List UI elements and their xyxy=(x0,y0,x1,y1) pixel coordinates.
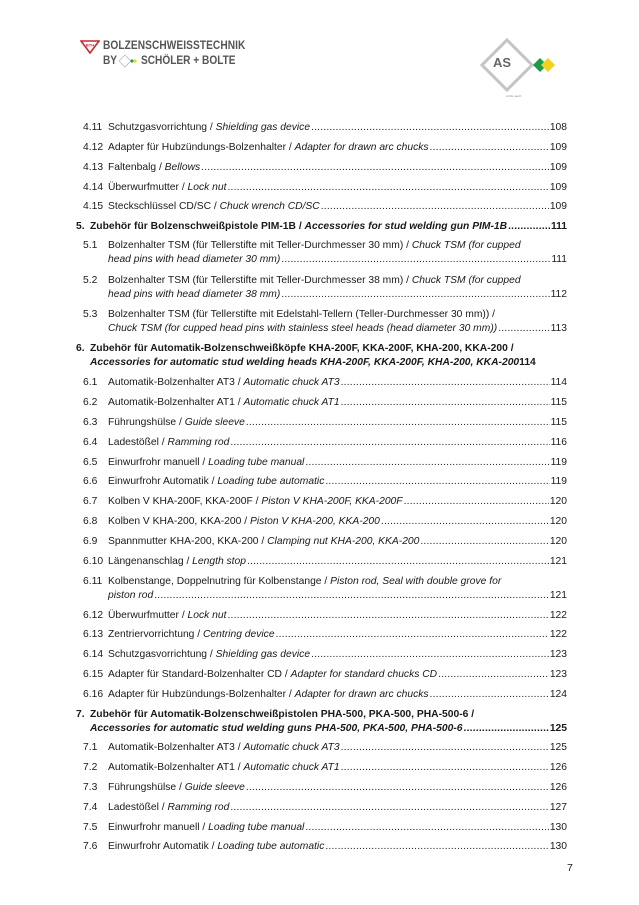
toc-page-number: 125 xyxy=(549,723,567,734)
toc-title-english: Automatic chuck AT1 xyxy=(243,762,340,773)
toc-page-number: 130 xyxy=(549,841,567,852)
toc-title-german: Bolzenhalter TSM (für Tellerstifte mit Teller-Durchmesser 38 mm) / xyxy=(108,275,412,286)
toc-title-german: Automatik-Bolzenhalter AT3 / xyxy=(108,742,244,753)
leader-dots xyxy=(420,536,548,548)
toc-title-english: Length stop xyxy=(192,556,246,567)
leader-dots xyxy=(227,610,548,622)
leader-dots xyxy=(341,742,549,754)
toc-entry-title xyxy=(108,162,200,174)
toc-entry-number: 7.2 xyxy=(83,762,98,773)
toc-entry-title xyxy=(108,275,521,287)
toc-entry-title xyxy=(108,240,521,252)
toc-page-number: 111 xyxy=(551,254,567,265)
toc-title-english: Chuck wrench CD/SC xyxy=(219,201,320,212)
toc-entry-title xyxy=(108,516,380,528)
toc-page-number: 120 xyxy=(549,536,567,547)
toc-entry-title xyxy=(108,397,340,409)
toc-title-german: Einwurfrohr manuell / xyxy=(108,822,209,833)
toc-page-number: 121 xyxy=(549,590,567,601)
leader-dots xyxy=(246,417,550,429)
leader-dots xyxy=(464,723,549,735)
toc-title-german: Bolzenhalter TSM (für Tellerstifte mit Edelstahl-Tellern (Teller-Durchmesser 30 mm)) / xyxy=(108,309,496,320)
toc-title-english: Guide sleeve xyxy=(184,417,245,428)
leader-dots xyxy=(430,689,549,701)
toc-title-german: Einwurfrohr manuell / xyxy=(108,457,209,468)
leader-dots xyxy=(311,122,549,134)
leader-dots xyxy=(438,669,549,681)
leader-dots xyxy=(246,782,549,794)
toc-page-number: 122 xyxy=(549,629,567,640)
toc-title-german: Steckschlüssel CD/SC / xyxy=(108,201,220,212)
toc-title-english: Loading tube automatic xyxy=(217,841,325,852)
leader-dots xyxy=(281,289,549,301)
toc-title-english: Bellows xyxy=(164,162,201,173)
toc-title-german: Überwurfmutter / xyxy=(108,610,188,621)
toc-entry-number: 5.3 xyxy=(83,309,98,320)
leader-dots xyxy=(381,516,549,528)
toc-title-continuation: Accessories for automatic stud welding heads KHA-200F, KKA-200F, KHA-200, KKA-200 xyxy=(90,357,520,368)
toc-entry-title xyxy=(108,142,429,154)
as-logo xyxy=(480,38,570,100)
toc-entry-title xyxy=(108,556,246,568)
toc-entry-number: 6.15 xyxy=(83,669,104,680)
toc-page-number: 114 xyxy=(550,377,567,388)
leader-dots xyxy=(276,629,549,641)
toc-entry-number: 6.6 xyxy=(83,476,98,487)
as-logo-text: AS xyxy=(493,55,512,70)
toc-page-number: 124 xyxy=(549,689,567,700)
leader-dots xyxy=(247,556,549,568)
toc-title-english: Guide sleeve xyxy=(184,782,245,793)
toc-title-english: Chuck TSM (for cupped xyxy=(411,275,521,286)
toc-title-german: Adapter für Hubzündungs-Bolzenhalter / xyxy=(108,142,295,153)
toc-title-german: Kolbenstange, Doppelnutring für Kolbenstange / xyxy=(108,576,331,587)
toc-title-german: Einwurfrohr Automatik / xyxy=(108,476,218,487)
toc-title-german: Zubehör für Automatik-Bolzenschweißpistolen PHA-500, PKA-500, PHA-500-6 / xyxy=(90,709,475,720)
toc-entry-number: 6.7 xyxy=(83,496,98,507)
toc-entry-title xyxy=(108,476,324,488)
toc-entry-title xyxy=(108,649,310,661)
leader-dots xyxy=(325,841,548,853)
toc-title-german: Adapter für Hubzündungs-Bolzenhalter / xyxy=(108,689,295,700)
toc-entry-title xyxy=(108,610,226,622)
toc-entry-number: 6.14 xyxy=(83,649,104,660)
toc-entry-title xyxy=(108,689,429,701)
toc-entry-title xyxy=(108,377,340,389)
toc-page-number: 109 xyxy=(549,142,567,153)
toc-title-german: Schutzgasvorrichtung / xyxy=(108,122,216,133)
toc-title-english: Adapter for standard chucks CD xyxy=(290,669,438,680)
brand-company: SCHÖLER + BOLTE xyxy=(140,55,236,67)
toc-entry-number: 6.12 xyxy=(83,610,104,621)
toc-page-number: 120 xyxy=(549,516,567,527)
toc-page-number: 127 xyxy=(549,802,567,813)
toc-entry-title xyxy=(108,309,495,321)
toc-page-number: 126 xyxy=(549,782,567,793)
toc-entry-title xyxy=(90,709,474,721)
toc-entry-number: 6.11 xyxy=(83,576,103,587)
toc-entry-number: 4.14 xyxy=(83,182,104,193)
toc-page-number: 123 xyxy=(549,649,567,660)
toc-page-number: 109 xyxy=(549,182,567,193)
toc-page-number: 108 xyxy=(549,122,567,133)
toc-page-number: 109 xyxy=(549,201,567,212)
toc-title-german: Automatik-Bolzenhalter AT1 / xyxy=(108,762,244,773)
toc-title-english: Ramming rod xyxy=(167,802,230,813)
toc-entry-number: 5. xyxy=(76,221,85,232)
toc-title-english: Lock nut xyxy=(187,182,227,193)
toc-title-english: Loading tube manual xyxy=(208,822,305,833)
toc-entry-title xyxy=(108,576,501,588)
toc-title-english: Piston V KHA-200F, KKA-200F xyxy=(261,496,403,507)
leader-dots xyxy=(341,762,549,774)
toc-title-english: Shielding gas device xyxy=(215,649,311,660)
toc-title-german: Automatik-Bolzenhalter AT1 / xyxy=(108,397,244,408)
svg-text:BTH: BTH xyxy=(85,42,95,48)
toc-entry-title xyxy=(108,496,403,508)
toc-title-continuation: head pins with head diameter 30 mm) xyxy=(108,254,281,265)
toc-entry-title xyxy=(108,742,340,754)
toc-page-number: 109 xyxy=(549,162,567,173)
toc-title-english: Lock nut xyxy=(187,610,227,621)
leader-dots xyxy=(230,437,549,449)
toc-entry-number: 7.3 xyxy=(83,782,98,793)
page-number: 7 xyxy=(567,862,573,874)
toc-entry-number: 6.16 xyxy=(83,689,104,700)
toc-entry-number: 6.1 xyxy=(83,377,98,388)
toc-page-number: 116 xyxy=(550,437,567,448)
toc-page-number: 119 xyxy=(550,457,567,468)
toc-title-continuation: Accessories for automatic stud welding guns PHA-500, PKA-500, PHA-500-6 xyxy=(90,723,463,734)
toc-title-german: Spannmutter KHA-200, KKA-200 / xyxy=(108,536,268,547)
toc-title-german: Einwurfrohr Automatik / xyxy=(108,841,218,852)
toc-entry-number: 7.5 xyxy=(83,822,98,833)
toc-page-number: 120 xyxy=(549,496,567,507)
toc-entry-title xyxy=(108,802,229,814)
toc-title-english: Piston rod, Seal with double grove for xyxy=(330,576,502,587)
leader-dots xyxy=(230,802,548,814)
toc-title-english: Piston V KHA-200, KKA-200 xyxy=(249,516,380,527)
toc-entry-number: 6.8 xyxy=(83,516,98,527)
toc-title-continuation: Chuck TSM (for cupped head pins with stainless steel heads (head diameter 30 mm)) xyxy=(108,323,498,334)
toc-entry-title xyxy=(108,782,245,794)
toc-entry-title xyxy=(108,182,226,194)
leader-dots xyxy=(325,476,549,488)
toc-entry-number: 6.4 xyxy=(83,437,98,448)
toc-title-german: Automatik-Bolzenhalter AT3 / xyxy=(108,377,244,388)
toc-title-german: Überwurfmutter / xyxy=(108,182,188,193)
leader-dots xyxy=(430,142,549,154)
toc-entry-number: 6.10 xyxy=(83,556,104,567)
toc-title-german: Ladestößel / xyxy=(108,802,168,813)
toc-title-german: Zubehör für Bolzenschweißpistole PIM-1B / xyxy=(90,221,305,232)
toc-title-continuation: piston rod xyxy=(108,590,154,601)
toc-title-english: Accessories for stud welding gun PIM-1B xyxy=(304,221,508,232)
toc-entry-title xyxy=(108,417,245,429)
toc-page-number: 113 xyxy=(550,323,567,334)
brand-line-1: BOLZENSCHWEISSTECHNIK xyxy=(103,40,246,52)
toc-title-german: Kolben V KHA-200, KKA-200 / xyxy=(108,516,250,527)
leader-dots xyxy=(321,201,549,213)
bth-triangle-icon xyxy=(80,40,100,54)
toc-entry-title xyxy=(108,536,419,548)
toc-title-german: Ladestößel / xyxy=(108,437,168,448)
leader-dots xyxy=(498,323,549,335)
toc-title-english: Adapter for drawn arc chucks xyxy=(294,689,429,700)
leader-dots xyxy=(281,254,550,266)
toc-page-number: 130 xyxy=(549,822,567,833)
toc-page-number: 126 xyxy=(549,762,567,773)
toc-title-english: Chuck TSM (for cupped xyxy=(411,240,521,251)
toc-entry-number: 6.13 xyxy=(83,629,104,640)
toc-entry-number: 7.6 xyxy=(83,841,98,852)
toc-page-number: 115 xyxy=(550,397,567,408)
leader-dots xyxy=(227,182,548,194)
leader-dots xyxy=(404,496,549,508)
toc-page-number: 111 xyxy=(550,221,567,232)
toc-title-german: Längenanschlag / xyxy=(108,556,193,567)
toc-entry-title xyxy=(108,437,229,449)
toc-page-number: 121 xyxy=(549,556,567,567)
leader-dots xyxy=(305,457,549,469)
toc-entry-number: 4.11 xyxy=(83,122,103,133)
toc-title-continuation: head pins with head diameter 38 mm) xyxy=(108,289,281,300)
toc-title-english: Automatic chuck AT3 xyxy=(243,377,340,388)
toc-title-german: Schutzgasvorrichtung / xyxy=(108,649,216,660)
toc-entry-number: 4.13 xyxy=(83,162,104,173)
toc-entry-title xyxy=(108,457,304,469)
toc-page-number: 123 xyxy=(549,669,567,680)
as-logo-tagline: schön.auch xyxy=(506,94,522,98)
toc-entry-title xyxy=(108,822,304,834)
toc-entry-number: 5.2 xyxy=(83,275,98,286)
toc-entry-number: 4.12 xyxy=(83,142,104,153)
toc-page-number: 122 xyxy=(549,610,567,621)
toc-title-german: Bolzenhalter TSM (für Tellerstifte mit Teller-Durchmesser 30 mm) / xyxy=(108,240,412,251)
toc-entry-title xyxy=(108,841,324,853)
toc-page-number: 112 xyxy=(550,289,567,300)
toc-title-german: Adapter für Standard-Bolzenhalter CD / xyxy=(108,669,291,680)
toc-page-number: 115 xyxy=(550,417,567,428)
toc-entry-title xyxy=(90,343,514,355)
toc-entry-number: 7.4 xyxy=(83,802,98,813)
toc-entry-number: 7.1 xyxy=(83,742,98,753)
toc-entry-title xyxy=(108,669,437,681)
toc-page-number: 119 xyxy=(550,476,567,487)
toc-title-english: Automatic chuck AT3 xyxy=(243,742,340,753)
leader-dots xyxy=(341,377,550,389)
toc-title-english: Clamping nut KHA-200, KKA-200 xyxy=(267,536,420,547)
toc-entry-title xyxy=(108,122,310,134)
toc-entry-number: 6.5 xyxy=(83,457,98,468)
toc-title-english: Automatic chuck AT1 xyxy=(243,397,340,408)
toc-title-german: Faltenbalg / xyxy=(108,162,165,173)
toc-title-english: Loading tube automatic xyxy=(217,476,325,487)
brand-line-2 xyxy=(103,54,248,68)
toc-entry-number: 5.1 xyxy=(83,240,98,251)
brand-by: BY xyxy=(103,55,118,67)
toc-title-german: Führungshülse / xyxy=(108,417,185,428)
toc-title-german: Zubehör für Automatik-Bolzenschweißköpfe KHA-200F, KKA-200F, KHA-200, KKA-200 / xyxy=(90,343,514,354)
toc-entry-title xyxy=(108,629,275,641)
toc-title-german: Führungshülse / xyxy=(108,782,185,793)
toc-entry-number: 6.3 xyxy=(83,417,98,428)
toc-title-english: Ramming rod xyxy=(167,437,230,448)
toc-title-english: Adapter for drawn arc chucks xyxy=(294,142,429,153)
toc-entry-number: 6.2 xyxy=(83,397,98,408)
toc-title-english: Centring device xyxy=(203,629,275,640)
toc-entry-number: 6.9 xyxy=(83,536,98,547)
leader-dots xyxy=(201,162,549,174)
toc-page-number: 114 xyxy=(519,357,536,368)
toc-entry-number: 4.15 xyxy=(83,201,104,212)
toc-entry-title xyxy=(90,221,507,233)
leader-dots xyxy=(154,590,549,602)
toc-entry-title xyxy=(108,201,320,213)
leader-dots xyxy=(305,822,548,834)
toc-title-german: Kolben V KHA-200F, KKA-200F / xyxy=(108,496,262,507)
toc-entry-number: 7. xyxy=(76,709,85,720)
toc-page-number: 125 xyxy=(549,742,567,753)
toc-entry-number: 6. xyxy=(76,343,85,354)
leader-dots xyxy=(311,649,549,661)
leader-dots xyxy=(341,397,550,409)
toc-title-english: Shielding gas device xyxy=(215,122,311,133)
toc-title-english: Loading tube manual xyxy=(208,457,305,468)
small-as-diamond-icon xyxy=(118,54,140,68)
toc-entry-title xyxy=(108,762,340,774)
toc-title-german: Zentriervorrichtung / xyxy=(108,629,203,640)
leader-dots xyxy=(508,221,550,233)
